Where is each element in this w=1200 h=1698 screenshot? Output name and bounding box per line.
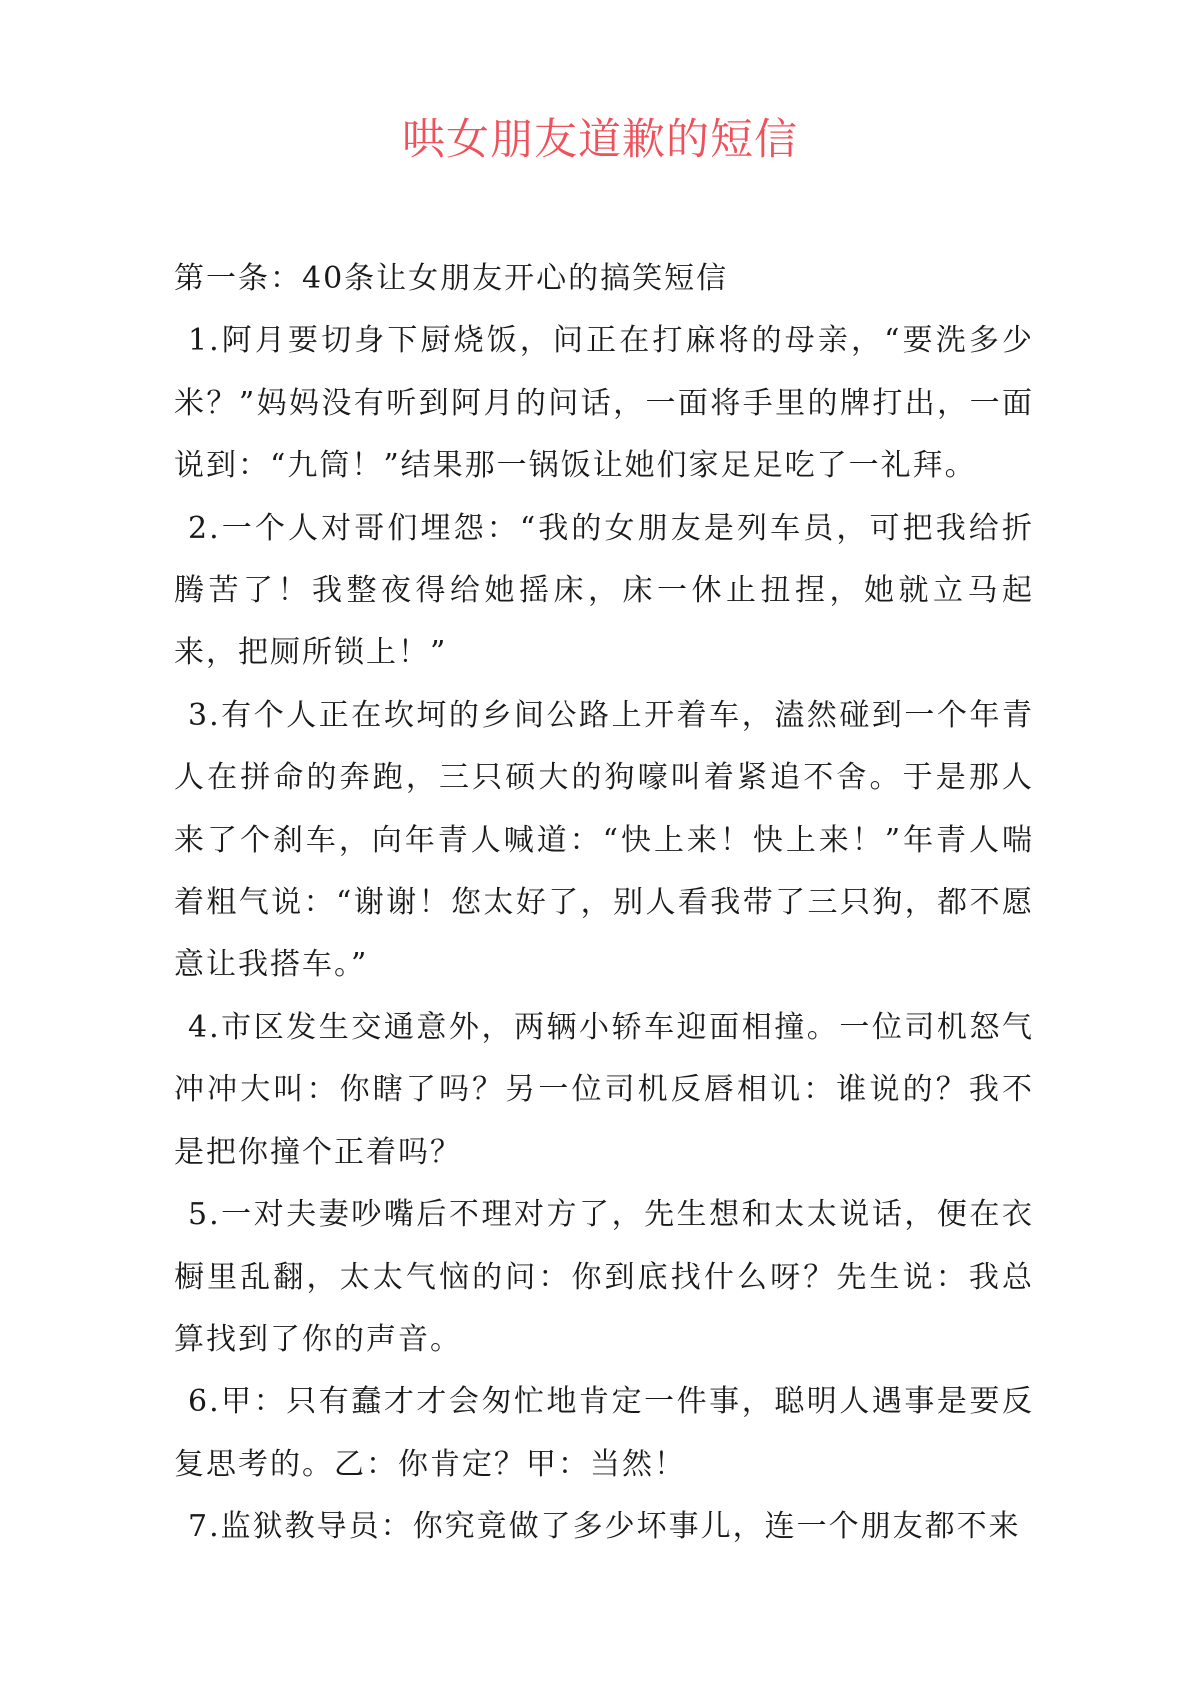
- document-body: [174, 248, 1034, 1559]
- page-title: 哄女朋友道歉的短信: [402, 115, 798, 165]
- paragraph-item-1: 1.阿月要切身下厨烧饭，问正在打麻将的母亲，“要洗多少米？”妈妈没有听到阿月的问话，一面将手里的牌打出，一面说到：“九筒！”结果那一锅饭让她们家足足吃了一礼拜。: [174, 323, 1034, 484]
- paragraph-item-7: 7.监狱教导员：你究竟做了多少坏事儿，连一个朋友都不来: [188, 1509, 1021, 1545]
- paragraph-item-3: 3.有个人正在坎坷的乡间公路上开着车，溘然碰到一个年青人在拼命的奔跑，三只硕大的狗嚎叫着紧追不舍。于是那人来了个刹车，向年青人喊道：“快上来！快上来！”年青人喘着粗气说：“谢谢！您太好了，别人看我带了三只狗，都不愿意让我搭车。”: [174, 697, 1034, 983]
- paragraph-item-6: 6.甲：只有蠢才才会匆忙地肯定一件事，聪明人遇事是要反复思考的。乙：你肯定？甲：当然！: [174, 1384, 1034, 1482]
- paragraph-item-5: 5.一对夫妻吵嘴后不理对方了，先生想和太太说话，便在衣橱里乱翻，太太气恼的问：你到底找什么呀？先生说：我总算找到了你的声音。: [174, 1197, 1034, 1357]
- paragraph-item-4: 4.市区发生交通意外，两辆小轿车迎面相撞。一位司机怒气冲冲大叫：你瞎了吗？另一位司机反唇相讥：谁说的？我不是把你撞个正着吗？: [174, 1009, 1034, 1170]
- paragraph-item-2: 2.一个人对哥们埋怨：“我的女朋友是列车员，可把我给折腾苦了！我整夜得给她摇床，床一休止扭捏，她就立马起来，把厕所锁上！”: [174, 510, 1034, 671]
- section-heading: 第一条：40条让女朋友开心的搞笑短信: [174, 261, 729, 296]
